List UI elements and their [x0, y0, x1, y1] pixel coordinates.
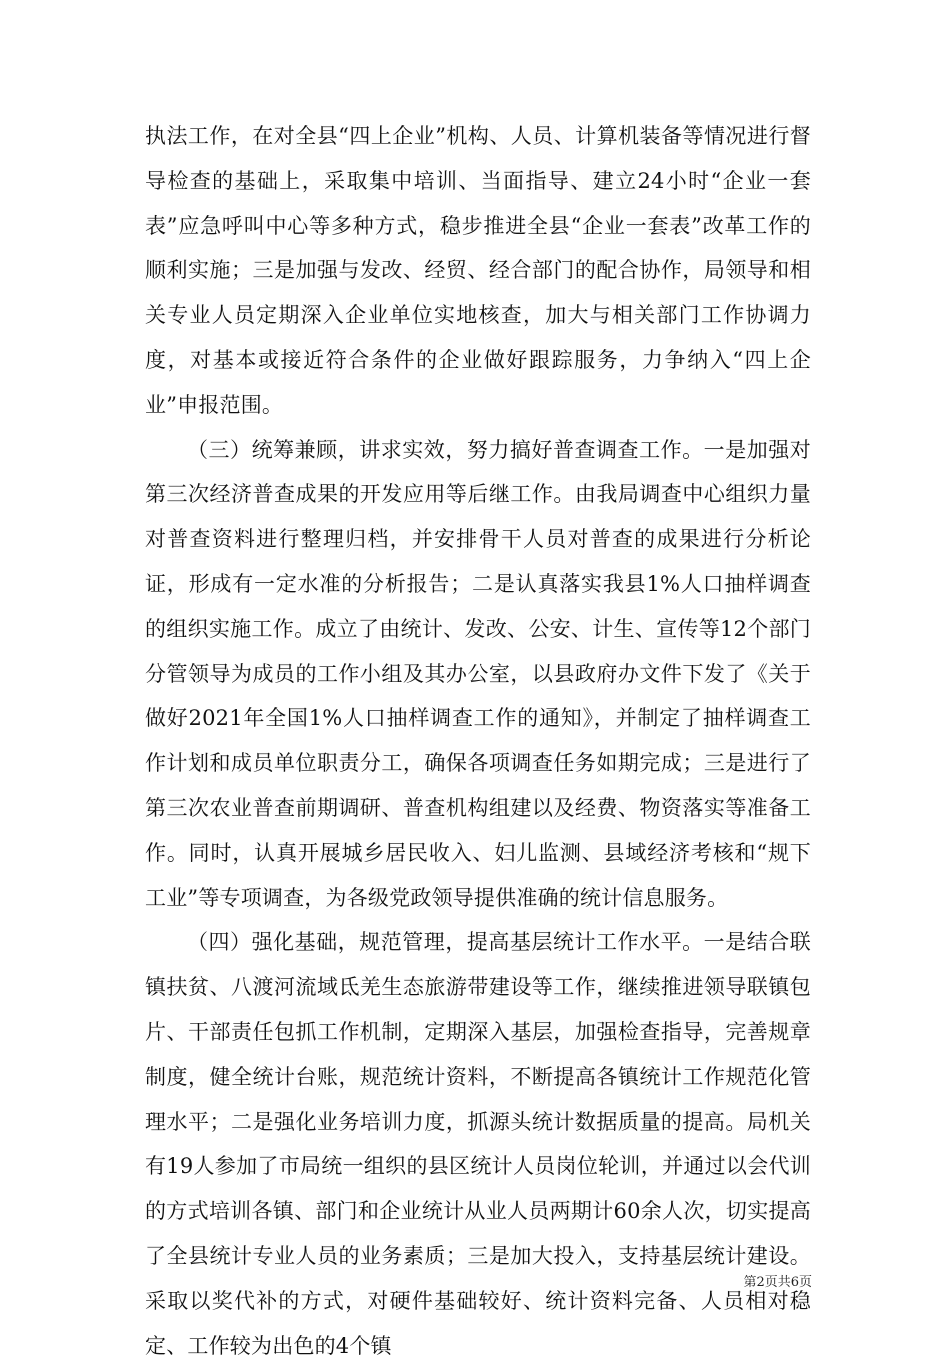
paragraph-section-four: （四）强化基础，规范管理，提高基层统计工作水平。一是结合联镇扶贫、八渡河流域氐羌生态旅游带建设等工作，继续推进领导联镇包片、干部责任包抓工作机制，定期深入基层，加强检查指导，完善规章制度，健全统计台账，规范统计资料，不断提高各镇统计工作规范化管理水平；二是强化业务培训力度，抓源头统计数据质量的提高。局机关有19人参加了市局统一组织的县区统计人员岗位轮训，并通过以会代训的方式培训各镇、部门和企业统计从业人员两期计60余人次，切实提高了全县统计专业人员的业务素质；三是加大投入，支持基层统计建设。采取以奖代补的方式，对硬件基础较好、统计资料完备、人员相对稳定、工作较为出色的4个镇	[145, 930, 811, 1358]
document-body	[145, 114, 811, 1368]
page-number-footer: 第2页共6页	[743, 1275, 812, 1290]
paragraph-continuation: 执法工作，在对全县“四上企业”机构、人员、计算机装备等情况进行督导检查的基础上，采取集中培训、当面指导、建立24小时“企业一套表”应急呼叫中心等多种方式，稳步推进全县“企业一套表”改革工作的顺利实施；三是加强与发改、经贸、经合部门的配合协作，局领导和相关专业人员定期深入企业单位实地核查，加大与相关部门工作协调力度，对基本或接近符合条件的企业做好跟踪服务，力争纳入“四上企业”申报范围。	[145, 124, 811, 417]
paragraph-section-three: （三）统筹兼顾，讲求实效，努力搞好普查调查工作。一是加强对第三次经济普查成果的开发应用等后继工作。由我局调查中心组织力量对普查资料进行整理归档，并安排骨干人员对普查的成果进行分析论证，形成有一定水准的分析报告；二是认真落实我县1%人口抽样调查的组织实施工作。成立了由统计、发改、公安、计生、宣传等12个部门分管领导为成员的工作小组及其办公室，以县政府办文件下发了《关于做好2021年全国1%人口抽样调查工作的通知》，并制定了抽样调查工作计划和成员单位职责分工，确保各项调查任务如期完成；三是进行了第三次农业普查前期调研、普查机构组建以及经费、物资落实等准备工作。同时，认真开展城乡居民收入、妇儿监测、县域经济考核和“规下工业”等专项调查，为各级党政领导提供准确的统计信息服务。	[145, 437, 811, 910]
